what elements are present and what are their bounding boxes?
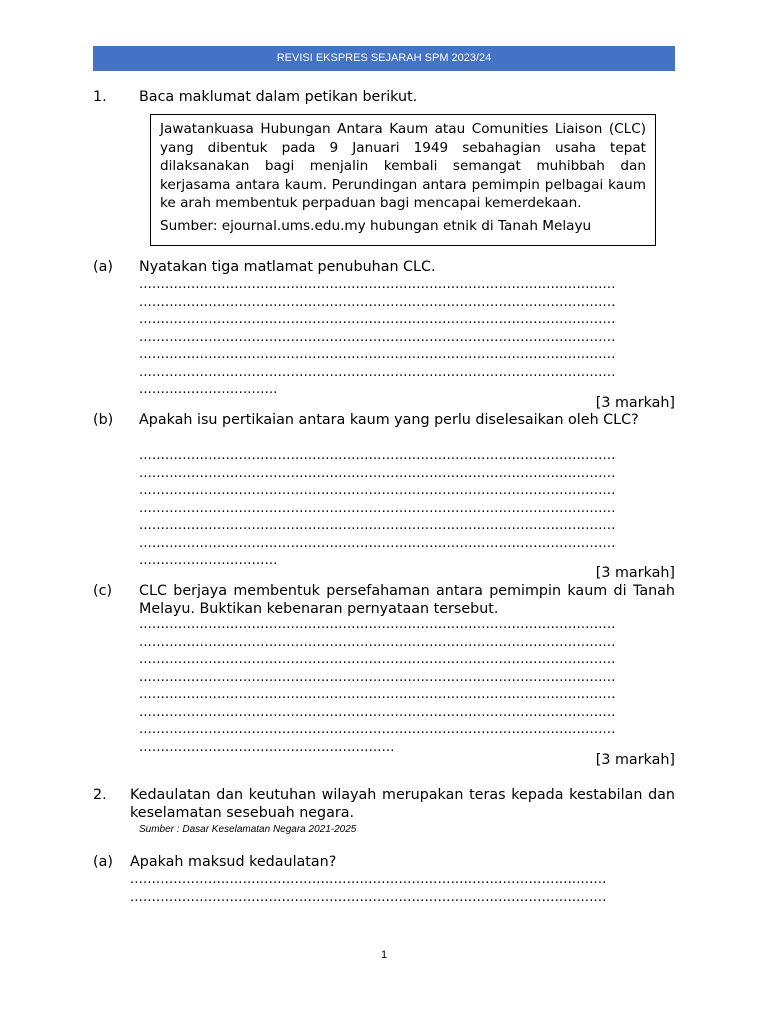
answer-line: ..............................................................................................................	[130, 872, 607, 887]
answer-line: ................................	[139, 553, 278, 568]
marks-1c: [3 markah]	[595, 752, 675, 768]
question-2a-text: Apakah maksud kedaulatan?	[130, 854, 337, 870]
answer-line: ..............................................................................................................	[139, 704, 616, 720]
answer-line: ..............................................................................................................	[139, 277, 616, 292]
document-header-banner: REVISI EKSPRES SEJARAH SPM 2023/24	[93, 46, 675, 71]
answer-area-1a[interactable]	[139, 276, 666, 399]
question-1a-label: (a)	[93, 259, 113, 275]
question-1b-label: (b)	[93, 412, 114, 428]
question-1b-text: Apakah isu pertikaian antara kaum yang perlu diselesaikan oleh CLC?	[139, 412, 639, 428]
page-number: 1	[380, 949, 388, 961]
answer-line: ..............................................................................................................	[139, 687, 616, 702]
question-2a-label: (a)	[93, 854, 113, 870]
answer-line: ..............................................................................................................	[130, 889, 607, 905]
answer-line: ..............................................................................................................	[139, 669, 616, 685]
answer-line: ..............................................................................................................	[139, 652, 616, 667]
answer-line: ..............................................................................................................	[139, 617, 616, 632]
question-1a-text: Nyatakan tiga matlamat penubuhan CLC.	[139, 259, 436, 275]
answer-line: ..............................................................................................................	[139, 448, 616, 463]
answer-line: ...........................................................	[139, 739, 395, 755]
answer-line: ..............................................................................................................	[139, 312, 616, 327]
question-2-source: Sumber : Dasar Keselamatan Negara 2021-2025	[139, 824, 357, 835]
answer-line: ..............................................................................................................	[139, 634, 616, 650]
question-1c-label: (c)	[93, 583, 113, 599]
passage-text: Jawatankuasa Hubungan Antara Kaum atau Comunities Liaison (CLC) yang dibentuk pada 9 Januari 1949 sebahagian usaha tepat dilaksanakan bagi menjalin kembali semangat muhibbah dan kerjasama antara kaum. Perundingan antara pemimpin pelbagai kaum ke arah membentuk perpaduan bagi mencapai kemerdekaan.	[160, 121, 646, 211]
marks-1b: [3 markah]	[595, 565, 675, 581]
answer-line: ................................	[139, 382, 278, 397]
question-1c-text: CLC berjaya membentuk persefahaman antara pemimpin kaum di Tanah Melayu. Buktikan kebenaran pernyataan tersebut.	[139, 583, 675, 617]
answer-line: ..............................................................................................................	[139, 364, 616, 380]
answer-line: ..............................................................................................................	[139, 329, 616, 345]
answer-area-1c[interactable]	[139, 616, 666, 756]
answer-line: ..............................................................................................................	[139, 500, 616, 516]
answer-area-2a[interactable]	[130, 871, 672, 906]
passage-box	[150, 114, 656, 246]
answer-line: ..............................................................................................................	[139, 722, 616, 737]
answer-line: ..............................................................................................................	[139, 465, 616, 481]
marks-1a: [3 markah]	[595, 395, 675, 411]
answer-area-1b[interactable]	[139, 447, 666, 570]
answer-line: ..............................................................................................................	[139, 347, 616, 362]
answer-line: ..............................................................................................................	[139, 483, 616, 498]
question-2-text: Kedaulatan dan keutuhan wilayah merupakan teras kepada kestabilan dan keselamatan sesebuah negara.	[130, 787, 675, 821]
answer-line: ..............................................................................................................	[139, 294, 616, 310]
answer-line: ..............................................................................................................	[139, 518, 616, 533]
question-1-number: 1.	[93, 89, 107, 105]
question-2-number: 2.	[93, 787, 107, 803]
question-1-prompt: Baca maklumat dalam petikan berikut.	[139, 89, 418, 105]
answer-line: ..............................................................................................................	[139, 535, 616, 551]
passage-source: Sumber: ejournal.ums.edu.my hubungan etnik di Tanah Melayu	[160, 217, 592, 234]
